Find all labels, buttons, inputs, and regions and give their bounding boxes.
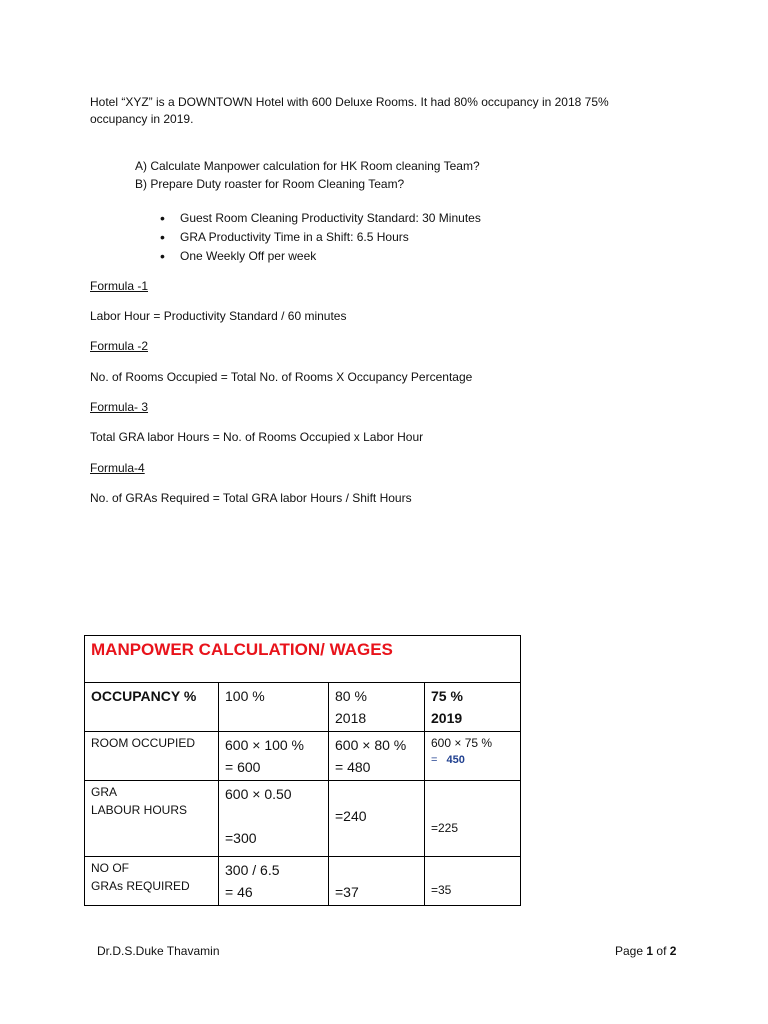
table-header-row — [85, 683, 521, 732]
occupancy-75-year: 2019 — [431, 710, 463, 726]
list-item: • GRA Productivity Time in a Shift: 6.5 Hours — [160, 228, 481, 247]
table-row — [85, 781, 521, 857]
table-title-row — [85, 636, 521, 683]
list-item: • One Weekly Off per week — [160, 247, 481, 266]
table-title-cell — [85, 636, 521, 683]
room-occupied-75-value: 450 — [446, 754, 465, 766]
labour-hours-75 — [425, 781, 521, 857]
table-row — [85, 732, 521, 781]
occupancy-75-value: 75 % — [431, 688, 463, 704]
formula-2-text: No. of Rooms Occupied = Total No. of Rooms X Occupancy Percentage — [90, 370, 473, 384]
table-row — [85, 857, 521, 906]
footer-author: Dr.D.S.Duke Thavamin — [97, 944, 220, 958]
occupancy-80-header — [329, 683, 425, 732]
question-a: A) Calculate Manpower calculation for HK Room cleaning Team? — [135, 159, 480, 173]
formula-3-heading: Formula- 3 — [90, 400, 149, 414]
formula-1-heading: Formula -1 — [90, 279, 149, 293]
occupancy-80-value: 80 % — [335, 688, 367, 704]
gras-required-100 — [219, 857, 329, 906]
gras-required-100-result: = 46 — [225, 884, 253, 900]
room-occupied-80-formula: 600 × 80 % — [335, 737, 407, 753]
labour-hours-100 — [219, 781, 329, 857]
room-occupied-label: ROOM OCCUPIED — [85, 732, 219, 781]
gras-required-100-formula: 300 / 6.5 — [225, 862, 280, 878]
labour-hours-label — [85, 781, 219, 857]
room-occupied-100-result: = 600 — [225, 759, 261, 775]
gras-required-label — [85, 857, 219, 906]
occupancy-100-header: 100 % — [219, 683, 329, 732]
equals-sign: = — [431, 754, 438, 766]
formula-2-heading: Formula -2 — [90, 339, 149, 353]
room-occupied-80 — [329, 732, 425, 781]
intro-line-2: occupancy in 2019. — [90, 112, 194, 126]
labour-hours-label-line-1: GRA — [91, 785, 118, 799]
page-number — [615, 944, 676, 958]
labour-hours-80-result: =240 — [335, 808, 367, 824]
page-current: 1 — [646, 944, 654, 958]
intro-line-1: Hotel “XYZ” is a DOWNTOWN Hotel with 600 Deluxe Rooms. It had 80% occupancy in 2018 75% — [90, 95, 609, 109]
page-prefix: Page — [615, 944, 644, 958]
labour-hours-100-result: =300 — [225, 830, 257, 846]
manpower-table — [84, 635, 521, 906]
labour-hours-label-line-2: LABOUR HOURS — [91, 803, 188, 817]
labour-hours-100-formula: 600 × 0.50 — [225, 786, 292, 802]
gras-required-80 — [329, 857, 425, 906]
labour-hours-75-result: =225 — [431, 821, 459, 835]
formula-1-text: Labor Hour = Productivity Standard / 60 minutes — [90, 309, 347, 323]
list-item: • Guest Room Cleaning Productivity Standard: 30 Minutes — [160, 209, 481, 228]
occupancy-header-label: OCCUPANCY % — [85, 683, 219, 732]
question-b: B) Prepare Duty roaster for Room Cleaning Team? — [135, 177, 405, 191]
room-occupied-75-result — [431, 752, 514, 768]
table-title: MANPOWER CALCULATION/ WAGES — [91, 640, 393, 659]
formula-4-text: No. of GRAs Required = Total GRA labor Hours / Shift Hours — [90, 491, 412, 505]
gras-required-75 — [425, 857, 521, 906]
room-occupied-75 — [425, 732, 521, 781]
gras-required-80-result: =37 — [335, 884, 359, 900]
occupancy-75-header — [425, 683, 521, 732]
room-occupied-100 — [219, 732, 329, 781]
gras-required-label-line-1: NO OF — [91, 861, 129, 875]
room-occupied-100-formula: 600 × 100 % — [225, 737, 305, 753]
labour-hours-80 — [329, 781, 425, 857]
room-occupied-80-result: = 480 — [335, 759, 371, 775]
gras-required-label-line-2: GRAs REQUIRED — [91, 879, 190, 893]
room-occupied-75-formula: 600 × 75 % — [431, 736, 493, 750]
occupancy-80-year: 2018 — [335, 710, 367, 726]
gras-required-75-result: =35 — [431, 883, 452, 897]
page-of: of — [656, 944, 667, 958]
formula-4-heading: Formula-4 — [90, 461, 145, 475]
page-total: 2 — [669, 944, 677, 958]
standards-list — [160, 209, 481, 266]
formula-3-text: Total GRA labor Hours = No. of Rooms Occupied x Labor Hour — [90, 430, 424, 444]
